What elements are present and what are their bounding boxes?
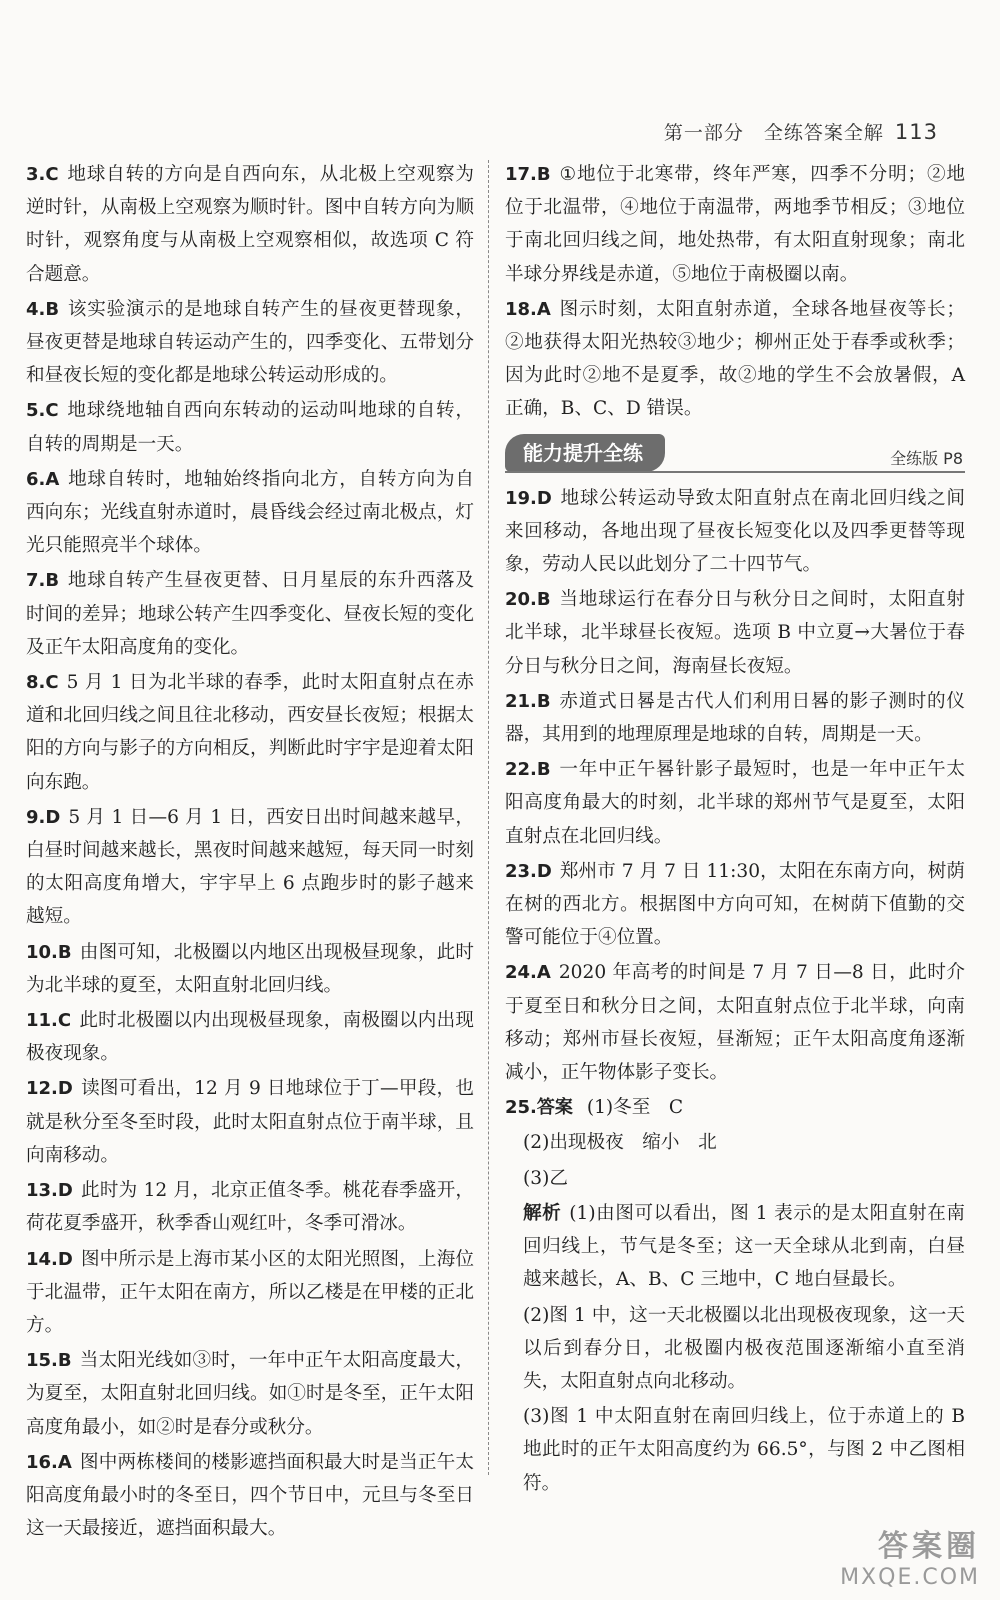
entry-text: 地球自转时，地轴始终指向北方，自转方向为自西向东；光线直射赤道时，晨昏线会经过南北极点，灯光只能照亮半个球体。 <box>26 468 474 557</box>
entry-label: 21.B <box>505 690 551 712</box>
page-number: 113 <box>894 120 938 144</box>
watermark-url: MXQE.COM <box>840 1565 980 1590</box>
column-divider <box>488 160 489 1475</box>
entry-label: 19.D <box>505 487 552 509</box>
entry-text: 地球公转运动导致太阳直射点在南北回归线之间来回移动，各地出现了昼夜长短变化以及四季更替等现象，劳动人民以此划分了二十四节气。 <box>505 487 965 576</box>
entry-label: 20.B <box>505 589 551 611</box>
entry-label: 6.A <box>26 468 60 490</box>
answer-1: (1)冬至 C <box>586 1097 684 1119</box>
entry-label: 4.B <box>26 298 60 320</box>
watermark-logo-text: 答案圈 <box>878 1529 980 1564</box>
answer-entry <box>26 1174 474 1240</box>
entry-label: 10.B <box>26 941 72 963</box>
section-title: 能力提升全练 <box>505 434 665 472</box>
entry-label: 23.D <box>505 860 552 882</box>
section-header <box>505 434 965 474</box>
entry-text: 当太阳光线如③时，一年中正午太阳高度最大，为夏至，太阳直射北回归线。如①时是冬至，正午太阳高度角最小，如②时是春分或秋分。 <box>26 1350 474 1438</box>
entry-text: 2020 年高考的时间是 7 月 7 日—8 日，此时介于夏至日和秋分日之间，太阳直射点位于北半球，向南移动；郑州市昼长夜短，昼渐短；正午太阳高度角逐渐减小，正午物体影子变长。 <box>505 962 965 1084</box>
entry-text: 一年中正午晷针影子最短时，也是一年中正午太阳高度角最大的时刻，北半球的郑州节气是夏至，太阳直射点在北回归线。 <box>505 759 965 847</box>
answer-entry <box>26 158 474 291</box>
entry-label: 22.B <box>505 759 551 781</box>
entry-text: 地球自转产生昼夜更替、日月星辰的东升西落及时间的差异；地球公转产生四季变化、昼夜长短的变化及正午太阳高度角的变化。 <box>26 570 474 658</box>
entry-label: 8.C <box>26 672 59 694</box>
entry-text: 当地球运行在春分日与秋分日之间时，太阳直射北半球，北半球昼长夜短。选项 B 中立夏→大暑位于春分日与秋分日之间，海南昼长夜短。 <box>505 589 965 677</box>
answer-entry <box>26 1072 474 1172</box>
entry-label: 12.D <box>26 1078 73 1100</box>
entry-text: 此时北极圈以内出现极昼现象，南极圈以内出现极夜现象。 <box>26 1010 474 1065</box>
entry-label: 5.C <box>26 400 59 422</box>
right-entries-bottom <box>505 482 965 1090</box>
explanation-2: (2)图 1 中，这一天北极圈以北出现极夜现象，这一天以后到春分日，北极圈内极夜范围逐渐缩小直至消失，太阳直射点向北移动。 <box>523 1304 965 1392</box>
answer-entry <box>505 855 965 955</box>
explanation-3: (3)图 1 中太阳直射在南回归线上，位于赤道上的 B 地此时的正午太阳高度约为 66.5°，与图 2 中乙图相符。 <box>523 1406 965 1494</box>
header-section: 第一部分 全练答案全解 <box>663 122 884 144</box>
site-watermark <box>840 1521 980 1590</box>
answer-entry <box>505 482 965 582</box>
answer-entry <box>26 394 474 460</box>
entry-label: 11.C <box>26 1010 72 1032</box>
answer-entry-25 <box>505 1091 965 1124</box>
entry-label: 24.A <box>505 962 551 984</box>
entry-text: 图中两栋楼间的楼影遮挡面积最大时是当正午太阳高度角最小时的冬至日，四个节日中，元旦与冬至日这一天最接近，遮挡面积最大。 <box>26 1451 474 1540</box>
entry-label: 13.D <box>26 1180 73 1202</box>
explanation-1-text: (1)由图可以看出，图 1 表示的是太阳直射在南回归线上，节气是冬至；这一天全球从北到南，白昼越来越长，A、B、C 三地中，C 地白昼最长。 <box>523 1202 965 1291</box>
answer-entry <box>505 956 965 1089</box>
entry-text: 图示时刻，太阳直射赤道，全球各地昼夜等长；②地获得太阳光热较③地少；柳州正处于春季或秋季；因为此时②地不是夏季，故②地的学生不会放暑假，A 正确，B、C、D 错误。 <box>505 298 965 420</box>
entry-label: 14.D <box>26 1248 73 1270</box>
entry-text: 该实验演示的是地球自转产生的昼夜更替现象，昼夜更替是地球自转运动产生的，四季变化、五带划分和昼夜长短的变化都是地球公转运动形成的。 <box>26 298 474 387</box>
answer-entry <box>26 564 474 664</box>
answer-entry <box>26 463 474 563</box>
explanation-1 <box>523 1197 965 1297</box>
entry-label: 3.C <box>26 164 59 185</box>
entry-label: 18.A <box>505 298 551 320</box>
answer-entry <box>505 753 965 853</box>
entry-text: 读图可看出，12 月 9 日地球位于丁—甲段，也就是秋分至冬至时段，此时太阳直射点位于南半球，且向南移动。 <box>26 1078 474 1166</box>
left-column <box>26 158 474 1547</box>
entry-label: 17.B <box>505 164 551 185</box>
right-column <box>505 158 965 1502</box>
answer-entry <box>26 293 474 393</box>
entry-text: 图中所示是上海市某小区的太阳光照图，上海位于北温带，正午太阳在南方，所以乙楼是在甲楼的正北方。 <box>26 1248 474 1336</box>
section-ref: 全练版 P8 <box>890 448 963 468</box>
entry-text: 由图可知，北极圈以内地区出现极昼现象，此时为北半球的夏至，太阳直射北回归线。 <box>26 941 474 996</box>
entry-label: 7.B <box>26 570 60 592</box>
answer-2: (2)出现极夜 缩小 北 <box>523 1132 717 1154</box>
page-header <box>664 118 938 145</box>
entry-text: 5 月 1 日为北半球的春季，此时太阳直射点在赤道和北回归线之间且往北移动，西安昼长夜短；根据太阳的方向与影子的方向相反，判断此时宇宇是迎着太阳向东跑。 <box>26 672 474 793</box>
entry-text: 5 月 1 日—6 月 1 日，西安日出时间越来越早，白昼时间越来越长，黑夜时间越来越短，每天同一时刻的太阳高度角增大，宇宇早上 6 点跑步时的影子越来越短。 <box>26 806 474 928</box>
answer-entry <box>26 666 474 799</box>
answer-entry <box>505 685 965 751</box>
entry-text: ①地位于北寒带，终年严寒，四季不分明；②地位于北温带，④地位于南温带，两地季节相反；③地位于南北回归线之间，地处热带，有太阳直射现象；南北半球分界线是赤道，⑤地位于南极圈以南。 <box>505 164 965 285</box>
answer-entry <box>26 1344 474 1444</box>
answer-entry <box>26 1446 474 1546</box>
answer-entry <box>26 801 474 934</box>
answer-entry <box>505 293 965 426</box>
entry-label: 25.答案 <box>505 1097 573 1119</box>
answer-entry <box>26 1243 474 1343</box>
entry-text: 郑州市 7 月 7 日 11:30，太阳在东南方向，树荫在树的西北方。根据图中方向可知，在树荫下值勤的交警可能位于④位置。 <box>505 860 965 949</box>
entry-label: 16.A <box>26 1451 72 1473</box>
entry-text: 赤道式日晷是古代人们利用日晷的影子测时的仪器，其用到的地理原理是地球的自转，周期是一天。 <box>505 690 965 746</box>
explanation-label: 解析 <box>523 1202 562 1224</box>
entry-text: 地球自转的方向是自西向东，从北极上空观察为逆时针，从南极上空观察为顺时针。图中自转方向为顺时针，观察角度与从南极上空观察相似，故选项 C 符合题意。 <box>26 164 474 285</box>
answer-entry <box>26 1004 474 1070</box>
answer-entry <box>505 583 965 683</box>
answer-entry <box>26 936 474 1002</box>
answer-entry <box>505 158 965 291</box>
entry-text: 此时为 12 月，北京正值冬季。桃花春季盛开，荷花夏季盛开，秋季香山观红叶，冬季可滑冰。 <box>26 1180 474 1235</box>
right-entries-top <box>505 158 965 426</box>
entry-text: 地球绕地轴自西向东转动的运动叫地球的自转，自转的周期是一天。 <box>26 400 474 455</box>
answer-3: (3)乙 <box>523 1167 568 1189</box>
entry-label: 15.B <box>26 1350 72 1372</box>
entry-label: 9.D <box>26 806 61 828</box>
